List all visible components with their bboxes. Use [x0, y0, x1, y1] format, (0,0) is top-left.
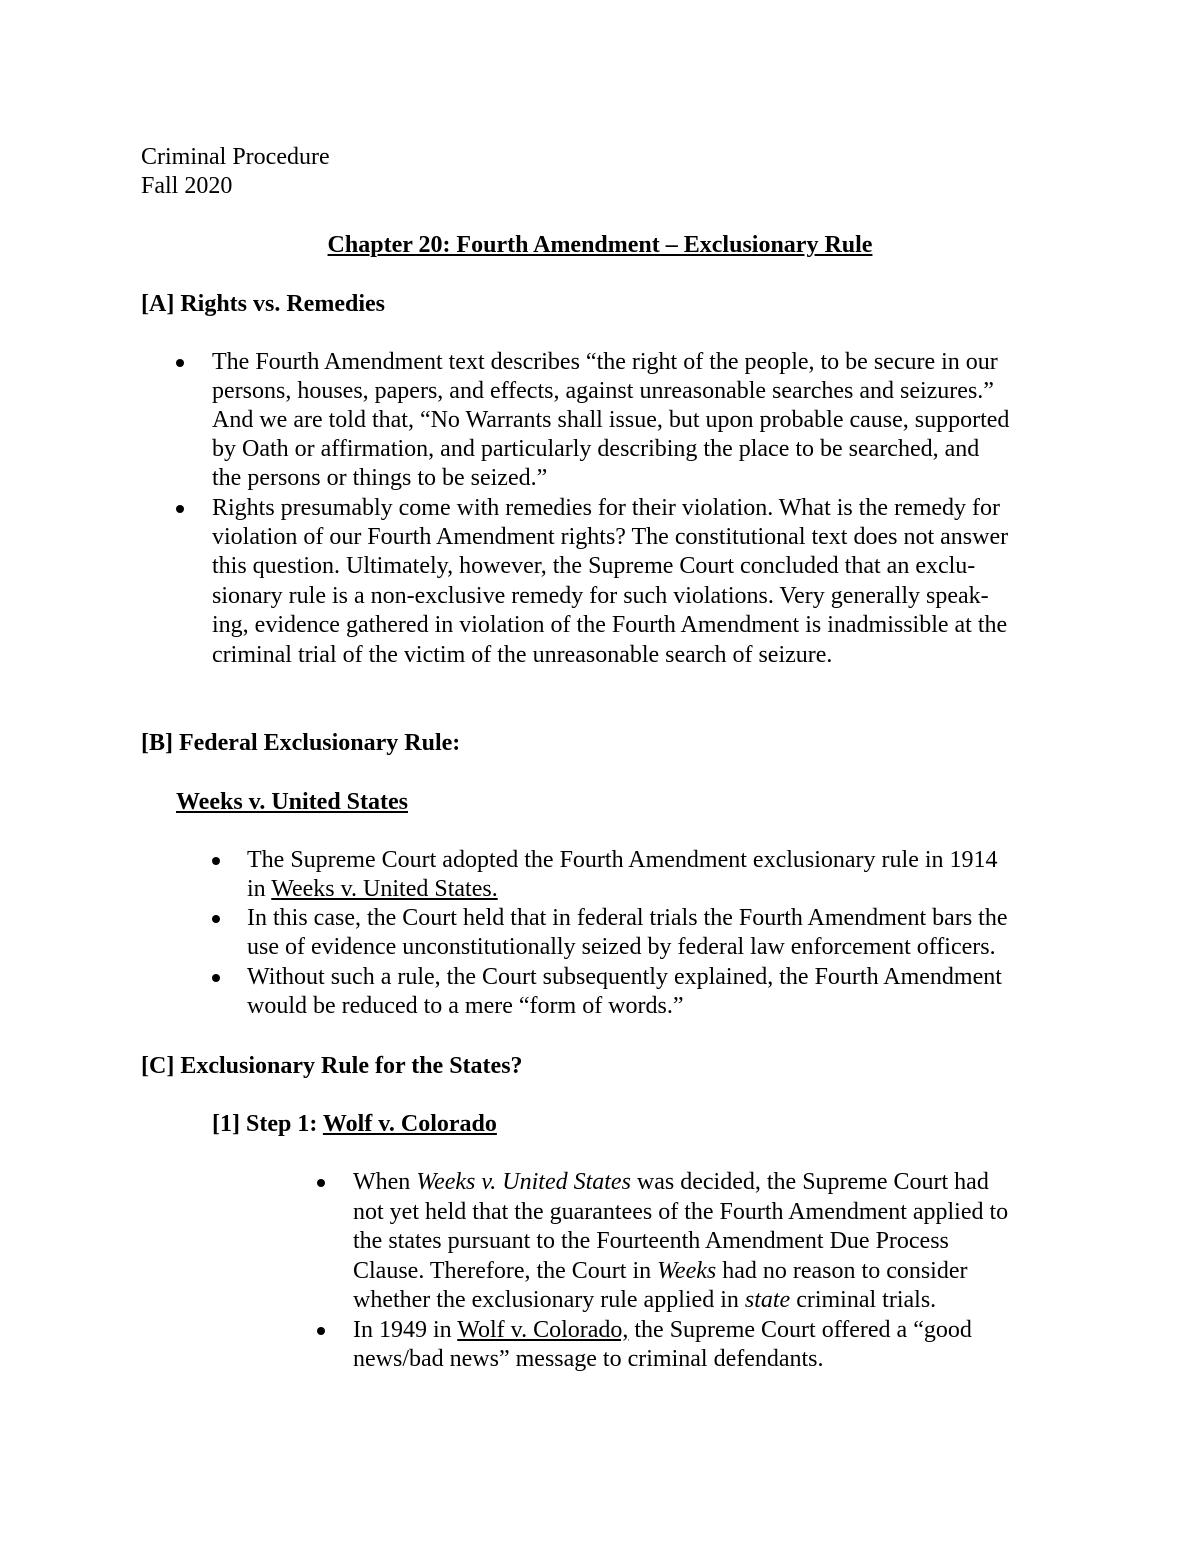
section-a-bullet1-line3: And we are told that, “No Warrants shall issue, but upon probable cause, supported: [212, 407, 1010, 433]
bullet-icon: [212, 974, 220, 982]
course-name: Criminal Procedure: [141, 144, 330, 170]
bullet-icon: [176, 505, 184, 513]
chapter-title: [0, 231, 1200, 260]
course-term: Fall 2020: [141, 173, 233, 199]
section-a-bullet1-line5: the persons or things to be seized.”: [212, 465, 548, 491]
section-b-bullet3-line1: Without such a rule, the Court subsequently explained, the Fourth Amendment: [247, 964, 1002, 990]
section-c-bullet1-line5: [353, 1286, 936, 1315]
section-c-bullet1-line2: not yet held that the guarantees of the Fourth Amendment applied to: [353, 1199, 1009, 1225]
section-a-bullet2-line5: ing, evidence gathered in violation of the Fourth Amendment is inadmissible at the: [212, 612, 1008, 638]
section-c-bullet1-line4: [353, 1257, 968, 1286]
text-run: When: [353, 1169, 417, 1195]
section-c-heading: [C] Exclusionary Rule for the States?: [141, 1053, 523, 1079]
section-b-bullet2-line1: In this case, the Court held that in federal trials the Fourth Amendment bars the: [247, 905, 1008, 931]
bullet-icon: [212, 857, 220, 865]
text-run: Clause. Therefore, the Court in: [353, 1258, 658, 1284]
section-c-bullet2-line2: news/bad news” message to criminal defendants.: [353, 1346, 824, 1372]
section-a-heading: [A] Rights vs. Remedies: [141, 291, 385, 317]
section-c-bullet2-line1: [353, 1316, 972, 1345]
section-a-bullet1-line4: by Oath or affirmation, and particularly describing the place to be searched, and: [212, 436, 980, 462]
bullet-icon: [212, 915, 220, 923]
text-run: had no reason to consider: [716, 1258, 968, 1284]
section-b-bullet1-line2: [247, 875, 498, 904]
text-run: whether the exclusionary rule applied in: [353, 1287, 745, 1313]
wolf-case-heading: Wolf v. Colorado: [322, 1111, 497, 1137]
section-c-bullet1-line1: [353, 1168, 989, 1197]
section-b-heading: [B] Federal Exclusionary Rule:: [141, 730, 461, 756]
section-c-bullet1-line3: the states pursuant to the Fourteenth Amendment Due Process: [353, 1228, 949, 1254]
text-run: In 1949 in: [353, 1317, 458, 1343]
text-run: was decided, the Supreme Court had: [630, 1169, 989, 1195]
bullet-icon: [317, 1179, 325, 1187]
section-b-bullet3-line2: would be reduced to a mere “form of words.”: [247, 993, 684, 1019]
text-run: the Supreme Court offered a “good: [628, 1317, 972, 1343]
state-italic: state: [744, 1287, 791, 1313]
section-a-bullet1-line2: persons, houses, papers, and effects, against unreasonable searches and seizures.”: [212, 378, 994, 404]
section-b-bullet1-line1: The Supreme Court adopted the Fourth Amendment exclusionary rule in 1914: [247, 847, 998, 873]
section-a-bullet2-line4: sionary rule is a non-exclusive remedy for such violations. Very generally speak-: [212, 583, 989, 609]
step1-prefix: [1] Step 1:: [212, 1111, 323, 1137]
weeks-italic: Weeks: [657, 1258, 717, 1284]
section-b-bullet2-line2: use of evidence unconstitutionally seized by federal law enforcement officers.: [247, 934, 996, 960]
section-a-bullet2-line6: criminal trial of the victim of the unreasonable search of seizure.: [212, 642, 833, 668]
section-a-bullet2-line2: violation of our Fourth Amendment rights? The constitutional text does not answer: [212, 524, 1009, 550]
chapter-title-text: Chapter 20: Fourth Amendment – Exclusionary Rule: [327, 232, 873, 258]
wolf-case-citation: Wolf v. Colorado,: [457, 1317, 629, 1343]
weeks-case-citation: Weeks v. United States.: [271, 876, 498, 902]
bullet-icon: [176, 359, 184, 367]
section-c-step1-heading: [212, 1110, 497, 1139]
bullet-icon: [317, 1327, 325, 1335]
text-run: criminal trials.: [790, 1287, 937, 1313]
section-a-bullet2-line3: this question. Ultimately, however, the Supreme Court concluded that an exclu-: [212, 553, 976, 579]
section-b-case-heading: Weeks v. United States: [176, 789, 409, 815]
section-b-bullet1-prefix: in: [247, 876, 272, 902]
weeks-case-italic: Weeks v. United States: [416, 1169, 631, 1195]
section-a-bullet1-line1: The Fourth Amendment text describes “the right of the people, to be secure in our: [212, 349, 998, 375]
section-a-bullet2-line1: Rights presumably come with remedies for their violation. What is the remedy for: [212, 495, 1001, 521]
